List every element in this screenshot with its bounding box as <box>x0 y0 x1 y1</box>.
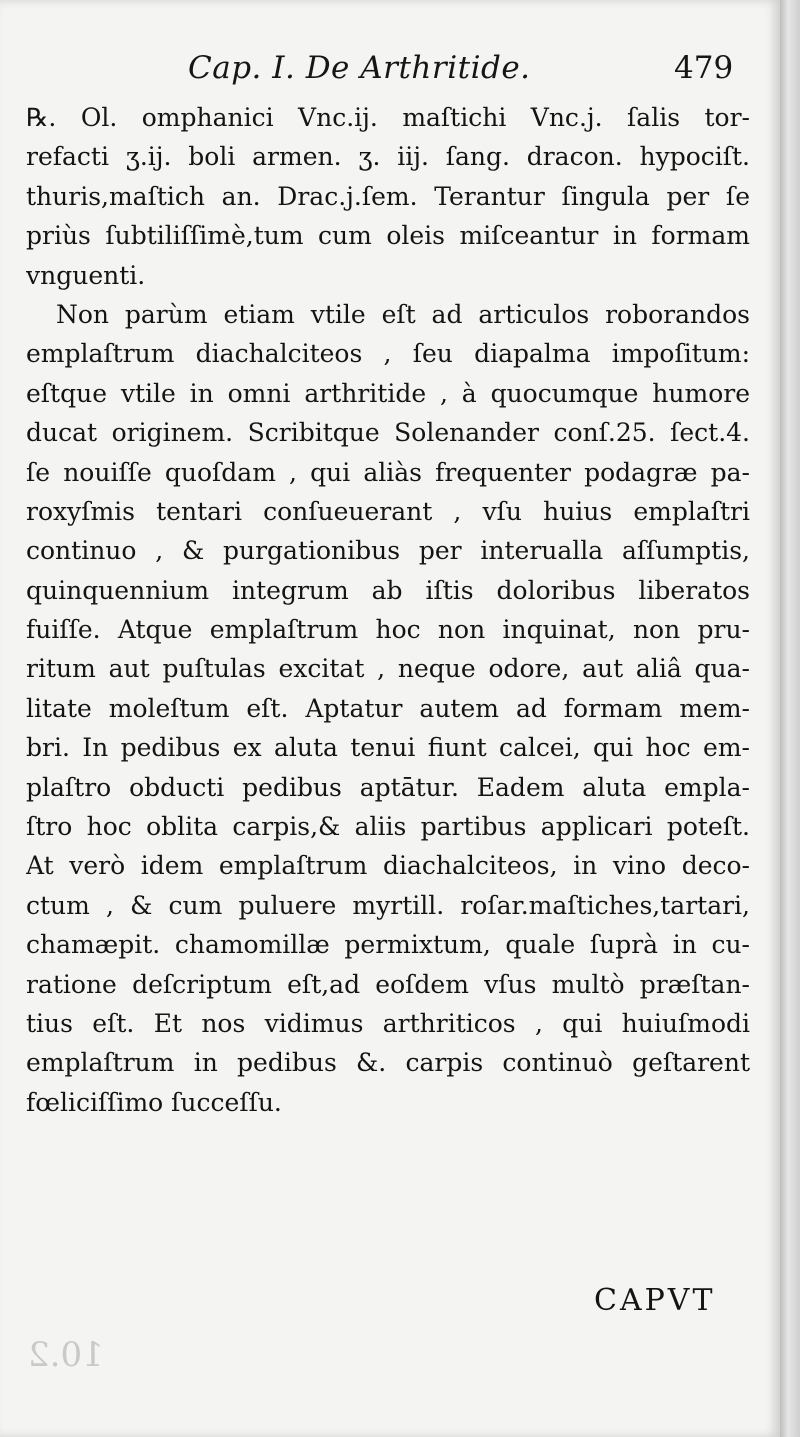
text-line: chamæpit. chamomillæ permixtum, quale ſuprà in cu- <box>26 930 750 960</box>
text-line: ℞. Ol. omphanici Vnc.ij. maſtichi Vnc.j. ſalis tor- <box>26 103 750 132</box>
body-text <box>26 98 750 1122</box>
text-line: thuris,maſtich an. Drac.j.ſem. Terantur ſingula per ſe <box>26 181 750 211</box>
text-line: emplaſtrum in pedibus &. carpis continuò geſtarent <box>26 1048 750 1078</box>
text-line: ritum aut puſtulas excitat , neque odore, aut aliâ qua- <box>26 654 750 684</box>
page-number: 479 <box>674 50 734 86</box>
text-line: fuiſſe. Atque emplaſtrum hoc non inquinat, non pru- <box>26 615 750 645</box>
running-head <box>0 44 780 94</box>
bleed-through-text: 10.2 <box>28 1335 104 1375</box>
text-line: continuo , & purgationibus per interualla aſſumptis, <box>26 536 750 566</box>
page-edge <box>780 0 800 1437</box>
text-line: bri. In pedibus ex aluta tenui fiunt calcei, qui hoc em- <box>26 733 750 763</box>
catchword: CAPVT <box>594 1283 716 1318</box>
text-line: At verò idem emplaſtrum diachalciteos, in vino deco- <box>26 851 750 881</box>
text-line: ratione deſcriptum eſt,ad eoſdem vſus multò præſtan- <box>26 969 750 999</box>
text-line: eſtque vtile in omni arthritide , à quocumque humore <box>26 378 750 408</box>
text-line: ctum , & cum puluere myrtill. roſar.maſtiches,tartari, <box>26 890 750 920</box>
text-line: plaſtro obducti pedibus aptātur. Eadem aluta empla- <box>26 772 750 802</box>
text-line: roxyſmis tentari conſueuerant , vſu huius emplaſtri <box>26 496 750 526</box>
text-line: litate moleſtum eſt. Aptatur autem ad formam mem- <box>26 693 750 723</box>
text-line: ſtro hoc oblita carpis,& aliis partibus applicari poteſt. <box>26 812 750 842</box>
text-line: quinquennium integrum ab iſtis doloribus liberatos <box>26 575 750 605</box>
running-title: Cap. I. De Arthritide. <box>188 50 531 86</box>
text-line: fœliciſſimo ſucceſſu. <box>26 1087 282 1117</box>
paragraph <box>26 295 750 1122</box>
text-line: ducat originem. Scribitque Solenander conſ.25. ſect.4. <box>26 418 750 448</box>
paragraph <box>26 98 750 295</box>
text-line: ſe nouiſſe quoſdam , qui aliàs frequenter podagræ pa- <box>26 457 750 487</box>
text-line: refacti ʒ.ij. boli armen. ʒ. iij. ſang. dracon. hypociſt. <box>26 142 750 172</box>
text-line: emplaſtrum diachalciteos , ſeu diapalma impoſitum: <box>26 339 750 369</box>
text-line: vnguenti. <box>26 260 146 290</box>
text-line: Non parùm etiam vtile eſt ad articulos roborandos <box>56 299 750 329</box>
text-line: priùs ſubtiliſſimè,tum cum oleis miſceantur in formam <box>26 221 750 251</box>
text-line: tius eſt. Et nos vidimus arthriticos , qui huiuſmodi <box>26 1008 750 1038</box>
